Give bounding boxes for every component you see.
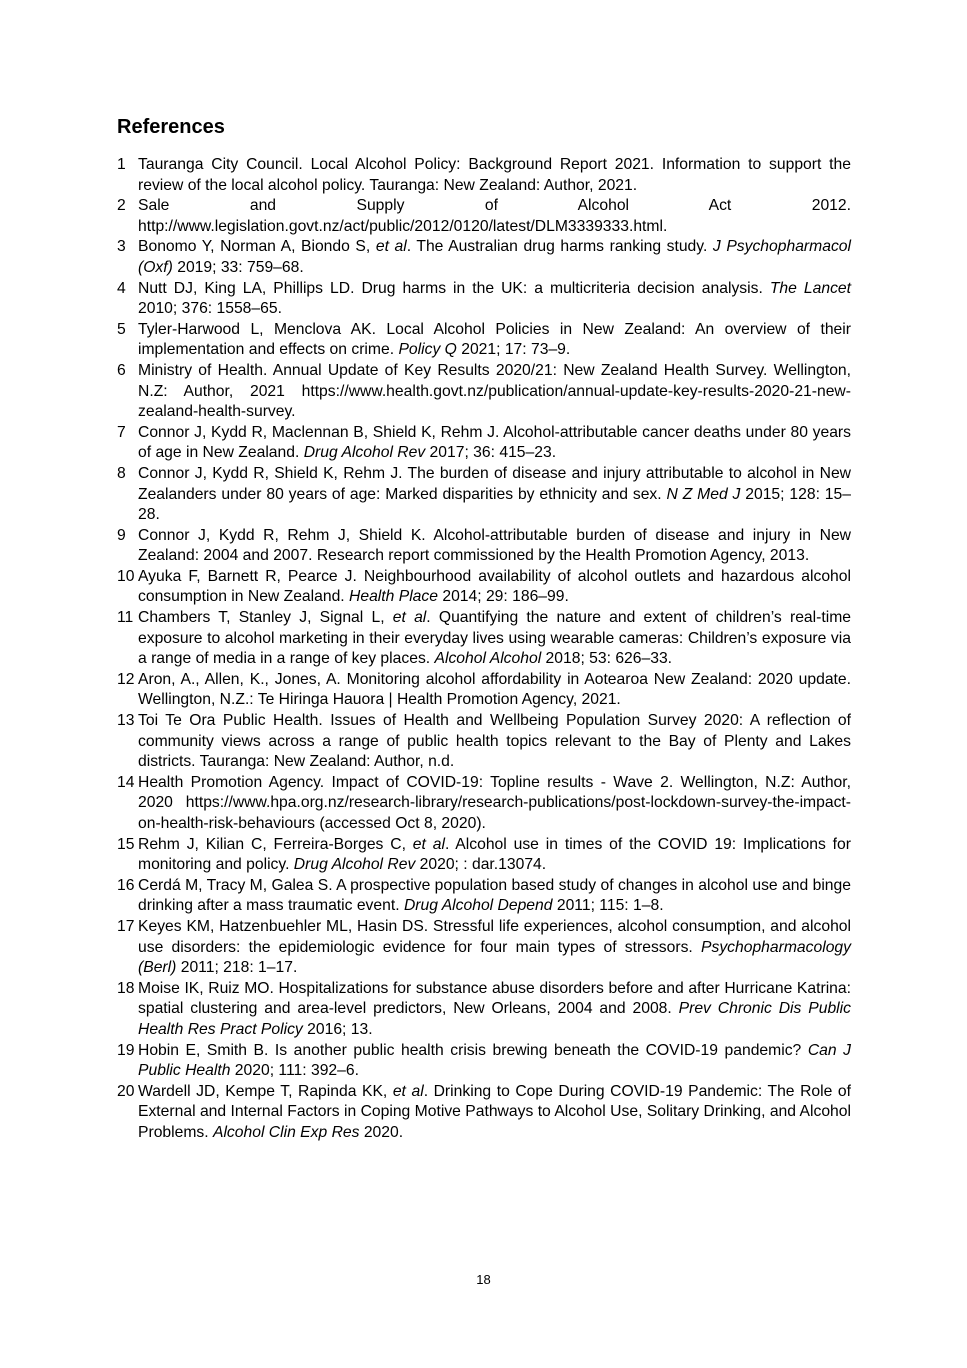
reference-segment: . The Australian drug harms ranking study.: [406, 238, 713, 256]
reference-number: 12: [117, 670, 135, 688]
reference-italic-segment: Policy Q: [398, 341, 457, 359]
page-number: 18: [476, 1272, 491, 1287]
reference-text: [138, 526, 851, 567]
reference-item: [117, 567, 851, 608]
reference-list: [117, 155, 851, 1144]
reference-text: [138, 361, 851, 423]
reference-number: 2: [117, 197, 126, 215]
reference-segment: Connor J, Kydd R, Maclennan B, Shield K, Rehm J. Alcohol-attributable cancer deaths under 80 years of age in New Zealand.: [138, 423, 851, 462]
reference-number: 4: [117, 279, 126, 297]
reference-text: [138, 670, 851, 711]
reference-number: 11: [117, 609, 134, 627]
reference-segment: Ayuka F, Barnett R, Pearce J. Neighbourhood availability of alcohol outlets and hazardous alcohol consumption in New Zealand.: [138, 567, 851, 606]
reference-text: [138, 464, 851, 526]
reference-segment: Cerdá M, Tracy M, Galea S. A prospective population based study of changes in alcohol use and binge drinking after a mass traumatic event.: [138, 876, 851, 915]
reference-italic-segment: et al: [392, 609, 427, 627]
reference-segment: Moise IK, Ruiz MO. Hospitalizations for substance abuse disorders before and after Hurricane Katrina: spatial clustering and area-level predictors, New Orleans, 2004 and 2008.: [138, 979, 851, 1018]
reference-item: [117, 917, 851, 979]
reference-italic-segment: et al: [375, 238, 407, 256]
reference-segment: Tauranga City Council. Local Alcohol Policy: Background Report 2021. Information to support the review of the local alcohol policy. Tauranga: New Zealand: Author, 2021.: [138, 156, 851, 194]
reference-segment: Health Promotion Agency. Impact of COVID-19: Topline results - Wave 2. Wellington, N.Z: Author, 2020 https://www.hpa.org.nz/research-library/research-publications/post-lockdown-survey-the-impact-on-health-risk-behaviours (accessed Oct 8, 2020).: [138, 773, 851, 832]
reference-italic-segment: Alcohol Alcohol: [434, 650, 542, 668]
reference-italic-segment: Alcohol Clin Exp Res: [212, 1123, 360, 1141]
reference-italic-segment: N Z Med J: [666, 485, 741, 503]
reference-segment: . Quantifying the nature and extent of children’s real-time exposure to alcohol marketing in their everyday lives using wearable cameras: Children’s exposure via a range of media in a range of key places.: [138, 609, 851, 668]
reference-number: 7: [117, 423, 126, 441]
reference-segment: 2016; 13.: [302, 1020, 373, 1038]
reference-item: [117, 876, 851, 917]
reference-item: [117, 464, 851, 526]
reference-text: [138, 979, 851, 1041]
reference-italic-segment: et al: [392, 1082, 424, 1100]
reference-italic-segment: J Psychopharmacol (Oxf): [138, 238, 852, 276]
reference-italic-segment: et al: [412, 835, 445, 853]
reference-item: [117, 1041, 851, 1082]
reference-number: 13: [117, 712, 135, 730]
reference-segment: 2017; 36: 415–23.: [425, 444, 557, 462]
reference-italic-segment: Prev Chronic Dis Public Health Res Pract Policy: [138, 1000, 851, 1038]
reference-segment: 2021; 17: 73–9.: [456, 341, 571, 359]
reference-segment: . Drinking to Cope During COVID-19 Pandemic: The Role of External and Internal Factors in Coping Motive Pathways to Alcohol Use, Solitary Drinking, and Alcohol Problems.: [138, 1082, 851, 1141]
reference-segment: Rehm J, Kilian C, Ferreira-Borges C,: [138, 835, 413, 853]
reference-segment: 2020; 111: 392–6.: [230, 1062, 359, 1080]
reference-text: [138, 917, 851, 979]
reference-text: [138, 711, 851, 773]
reference-text: [138, 835, 851, 876]
reference-item: [117, 670, 851, 711]
reference-item: [117, 711, 851, 773]
reference-number: 1: [117, 156, 126, 173]
reference-item: [117, 361, 851, 423]
reference-number: 20: [117, 1082, 135, 1100]
reference-text: [138, 155, 851, 196]
reference-item: [117, 320, 851, 361]
reference-item: [117, 773, 851, 835]
reference-text: [138, 876, 851, 917]
reference-text: [138, 567, 851, 608]
reference-text: [138, 237, 851, 278]
reference-number: 3: [117, 238, 126, 256]
reference-item: [117, 608, 851, 670]
reference-italic-segment: Can J Public Health: [138, 1041, 851, 1080]
reference-number: 18: [117, 979, 135, 997]
reference-italic-segment: Drug Alcohol Depend: [403, 897, 553, 915]
reference-segment: 2011; 218: 1–17.: [176, 959, 298, 977]
reference-item: [117, 835, 851, 876]
reference-segment: Hobin E, Smith B. Is another public health crisis brewing beneath the COVID-19 pandemic?: [138, 1041, 808, 1059]
reference-italic-segment: The Lancet: [769, 279, 851, 297]
reference-item: [117, 237, 851, 278]
reference-number: 9: [117, 526, 126, 544]
reference-italic-segment: Drug Alcohol Rev: [303, 444, 426, 462]
section-heading: References: [117, 116, 225, 138]
reference-number: 10: [117, 567, 135, 585]
reference-text: [138, 773, 851, 835]
reference-segment: Tyler-Harwood L, Menclova AK. Local Alcohol Policies in New Zealand: An overview of their implementation and effects on crime.: [138, 320, 851, 359]
reference-segment: Toi Te Ora Public Health. Issues of Health and Wellbeing Population Survey 2020: A reflection of community views across a range of public health topics relevant to the Bay of Plenty and Lakes districts. Tauranga: New Zealand: Author, n.d.: [138, 712, 851, 771]
reference-segment: Connor J, Kydd R, Rehm J, Shield K. Alcohol-attributable burden of disease and injury in New Zealand: 2004 and 2007. Research report commissioned by the Health Promotion Agency, 2013.: [138, 526, 851, 565]
reference-italic-segment: Drug Alcohol Rev: [293, 856, 416, 874]
reference-segment: Bonomo Y, Norman A, Biondo S,: [138, 238, 376, 256]
reference-number: 15: [117, 835, 135, 853]
reference-text: [138, 320, 851, 361]
reference-italic-segment: Health Place: [349, 588, 438, 606]
reference-text: [138, 279, 851, 320]
reference-segment: . Alcohol use in times of the COVID 19: Implications for monitoring and policy.: [138, 835, 851, 874]
reference-number: 14: [117, 773, 135, 791]
reference-segment: 2011; 115: 1–8.: [552, 897, 664, 915]
reference-segment: Chambers T, Stanley J, Signal L,: [138, 609, 393, 627]
reference-segment: 2019; 33: 759–68.: [172, 258, 304, 276]
reference-item: [117, 279, 851, 320]
reference-segment: Wardell JD, Kempe T, Rapinda KK,: [138, 1082, 393, 1100]
reference-segment: 2015; 128: 15–28.: [138, 485, 851, 524]
reference-item: [117, 1082, 851, 1144]
reference-item: [117, 526, 851, 567]
reference-text: [138, 196, 851, 237]
reference-number: 16: [117, 876, 135, 894]
reference-number: 17: [117, 917, 135, 935]
reference-number: 19: [117, 1041, 135, 1059]
reference-segment: Nutt DJ, King LA, Phillips LD. Drug harms in the UK: a multicriteria decision analysis.: [138, 279, 770, 297]
reference-segment: 2014; 29: 186–99.: [437, 588, 569, 606]
reference-text: [138, 1082, 851, 1144]
reference-text: [138, 423, 851, 464]
reference-item: [117, 423, 851, 464]
reference-item: [117, 196, 851, 237]
reference-italic-segment: Psychopharmacology (Berl): [138, 938, 851, 977]
reference-segment: Aron, A., Allen, K., Jones, A. Monitoring alcohol affordability in Aotearoa New Zealand: 2020 update. Wellington, N.Z.: Te Hiringa Hauora | Health Promotion Agency, 2021.: [138, 670, 851, 709]
reference-item: [117, 979, 851, 1041]
reference-segment: Sale and Supply of Alcohol Act 2012. http://www.legislation.govt.nz/act/public/2012/0120/latest/DLM3339333.html.: [138, 197, 851, 235]
reference-segment: 2020.: [359, 1123, 404, 1141]
reference-segment: Ministry of Health. Annual Update of Key Results 2020/21: New Zealand Health Survey. Wellington, N.Z: Author, 2021 https://www.health.govt.nz/publication/annual-update-key-results-2020-21-new-zealand-health-survey.: [138, 361, 851, 421]
reference-segment: 2018; 53: 626–33.: [541, 650, 673, 668]
reference-number: 6: [117, 361, 126, 379]
reference-item: [117, 155, 851, 196]
reference-text: [138, 1041, 851, 1082]
reference-segment: Connor J, Kydd R, Shield K, Rehm J. The burden of disease and injury attributable to alcohol in New Zealanders under 80 years of age: Marked disparities by ethnicity and sex.: [138, 464, 851, 503]
reference-segment: Keyes KM, Hatzenbuehler ML, Hasin DS. Stressful life experiences, alcohol consumption, and alcohol use disorders: the epidemiologic evidence for four main types of stressors.: [138, 917, 851, 956]
reference-segment: 2020; : dar.13074.: [415, 856, 547, 874]
reference-text: [138, 608, 851, 670]
reference-segment: 2010; 376: 1558–65.: [138, 300, 282, 318]
reference-number: 5: [117, 320, 126, 338]
reference-number: 8: [117, 464, 126, 482]
